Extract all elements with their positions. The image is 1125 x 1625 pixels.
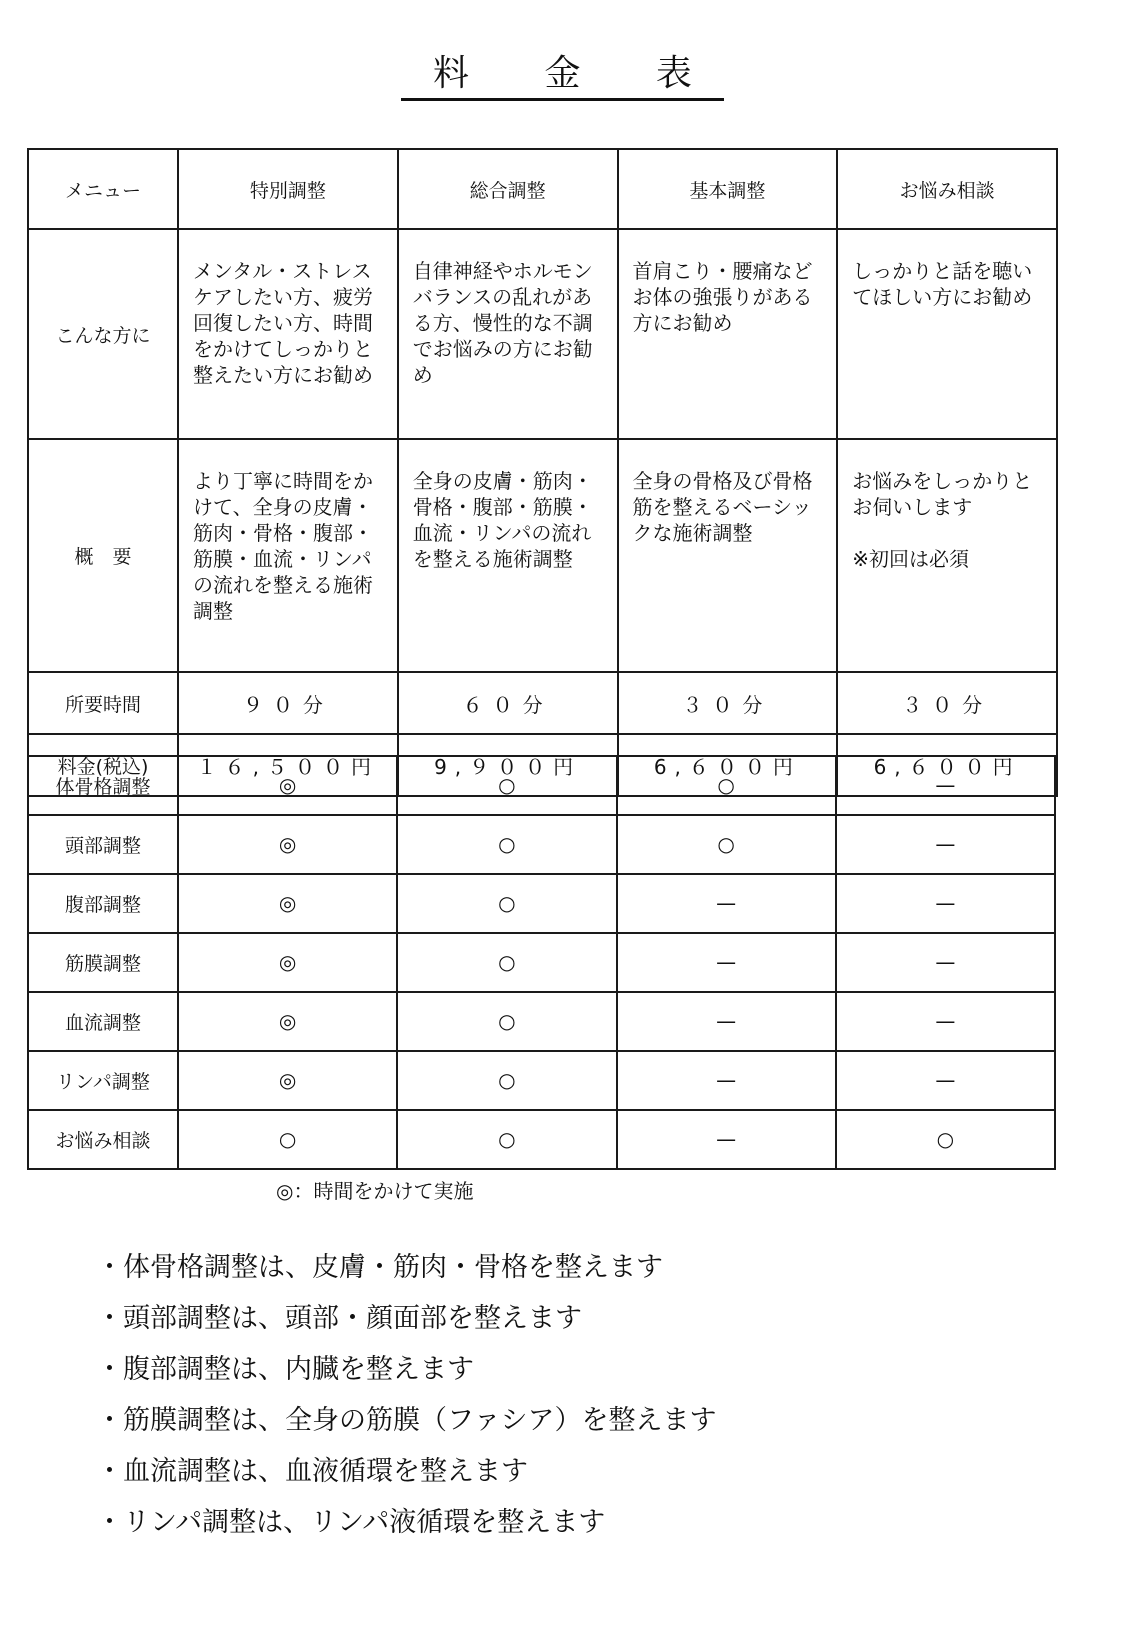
dash-icon: — (935, 831, 956, 856)
table-cell (836, 756, 1055, 815)
dash-icon: — (716, 1067, 737, 1092)
row-label: 所要時間 (28, 672, 178, 734)
feature-table (27, 755, 1056, 1170)
double-circle-icon: ◎ (278, 890, 297, 915)
dash-icon: — (935, 890, 956, 915)
table-cell (617, 933, 836, 992)
table-cell (397, 1051, 616, 1110)
table-cell: 全身の骨格及び骨格筋を整えるベーシックな施術調整 (618, 439, 838, 672)
price-value: 6,６００円 (653, 754, 801, 779)
table-cell (617, 815, 836, 874)
table-cell (836, 874, 1055, 933)
page-title-text: 料 金 表 (401, 52, 724, 101)
double-circle-icon: ◎ (278, 949, 297, 974)
feature-row (28, 815, 1055, 874)
row-label: 筋膜調整 (28, 933, 178, 992)
table-cell (836, 992, 1055, 1051)
note-item: ・体骨格調整は、皮膚・筋肉・骨格を整えます (96, 1252, 663, 1283)
header-cell-special: 特別調整 (178, 149, 398, 229)
circle-icon: ○ (278, 1126, 297, 1151)
page-title (0, 52, 1125, 101)
feature-row (28, 874, 1055, 933)
dash-icon: — (716, 1126, 737, 1151)
table-cell (178, 756, 397, 815)
table-row-duration (28, 672, 1057, 734)
dash-icon: — (716, 1008, 737, 1033)
circle-icon: ○ (498, 1008, 516, 1033)
note-item: ・筋膜調整は、全身の筋膜（ファシア）を整えます (96, 1405, 717, 1436)
double-circle-icon: ◎ (278, 772, 297, 797)
table-cell (178, 933, 397, 992)
table-header-row (28, 149, 1057, 229)
price-value: 9,９００円 (434, 754, 582, 779)
row-label: 概 要 (28, 439, 178, 672)
row-label: 頭部調整 (28, 815, 178, 874)
table-cell (397, 1110, 616, 1169)
table-cell (397, 815, 616, 874)
circle-icon: ○ (717, 772, 735, 797)
table-cell (618, 672, 838, 734)
duration-value: ９０分 (242, 692, 333, 717)
row-label: リンパ調整 (28, 1051, 178, 1110)
table-cell (178, 1110, 397, 1169)
notes-list (96, 1242, 716, 1548)
circle-icon: ○ (498, 831, 516, 856)
dash-icon: — (935, 772, 956, 797)
table-row-target (28, 229, 1057, 439)
row-label: こんな方に (28, 229, 178, 439)
row-label: お悩み相談 (28, 1110, 178, 1169)
table-row-summary (28, 439, 1057, 672)
dash-icon: — (935, 1008, 956, 1033)
note-item: ・血流調整は、血液循環を整えます (96, 1456, 528, 1487)
dash-icon: — (716, 949, 737, 974)
table-cell (617, 1110, 836, 1169)
first-visit-note: ※初回は必須 (852, 547, 970, 571)
table-cell (617, 756, 836, 815)
header-cell-general: 総合調整 (398, 149, 618, 229)
feature-row (28, 1110, 1055, 1169)
table-cell (837, 439, 1057, 672)
double-circle-icon: ◎ (278, 1067, 297, 1092)
circle-icon: ○ (498, 1067, 516, 1092)
table-cell: メンタル・ストレスケアしたい方、疲労回復したい方、時間をかけてしっかりと整えたい方にお勧め (178, 229, 398, 439)
consult-summary: お悩みをしっかりとお伺いします (852, 469, 1033, 519)
table-cell (178, 992, 397, 1051)
feature-row (28, 1051, 1055, 1110)
duration-value: ３０分 (682, 692, 773, 717)
row-label: 料金(税込) (28, 734, 178, 796)
circle-icon: ○ (498, 949, 516, 974)
table-cell (617, 992, 836, 1051)
price-value: 6,６００円 (873, 754, 1021, 779)
double-circle-icon: ◎ (278, 1008, 297, 1033)
table-cell (178, 874, 397, 933)
table-cell (397, 992, 616, 1051)
row-label: 腹部調整 (28, 874, 178, 933)
dash-icon: — (935, 949, 956, 974)
table-cell (617, 1051, 836, 1110)
table-cell (837, 672, 1057, 734)
double-circle-icon: ◎ (278, 831, 297, 856)
circle-icon: ○ (498, 1126, 516, 1151)
row-label: 血流調整 (28, 992, 178, 1051)
duration-value: ３０分 (902, 692, 993, 717)
table-cell (836, 1110, 1055, 1169)
row-label: 体骨格調整 (28, 756, 178, 815)
table-cell (398, 672, 618, 734)
feature-row (28, 992, 1055, 1051)
circle-icon: ○ (936, 1126, 955, 1151)
table-cell: 全身の皮膚・筋肉・骨格・腹部・筋膜・血流・リンパの流れを整える施術調整 (398, 439, 618, 672)
note-item: ・リンパ調整は、リンパ液循環を整えます (96, 1507, 606, 1538)
table-cell (617, 874, 836, 933)
table-cell (397, 756, 616, 815)
table-cell (178, 815, 397, 874)
header-cell-consult: お悩み相談 (837, 149, 1057, 229)
circle-icon: ○ (498, 890, 516, 915)
table-cell (836, 933, 1055, 992)
feature-row (28, 756, 1055, 815)
circle-icon: ○ (498, 772, 516, 797)
header-cell-basic: 基本調整 (618, 149, 838, 229)
table-cell: より丁寧に時間をかけて、全身の皮膚・筋肉・骨格・腹部・筋膜・血流・リンパの流れを整える施術調整 (178, 439, 398, 672)
price-value: １６,５００円 (196, 754, 380, 779)
table-cell (178, 1051, 397, 1110)
dash-icon: — (716, 890, 737, 915)
table-cell (397, 933, 616, 992)
table-cell: 自律神経やホルモンバランスの乱れがある方、慢性的な不調でお悩みの方にお勧め (398, 229, 618, 439)
feature-row (28, 933, 1055, 992)
dash-icon: — (935, 1067, 956, 1092)
legend-note: ◎：時間をかけて実施 (276, 1179, 474, 1203)
table-cell (397, 874, 616, 933)
header-cell-menu: メニュー (28, 149, 178, 229)
note-item: ・頭部調整は、頭部・顔面部を整えます (96, 1303, 582, 1334)
table-cell: 首肩こり・腰痛などお体の強張りがある方にお勧め (618, 229, 838, 439)
table-cell: しっかりと話を聴いてほしい方にお勧め (837, 229, 1057, 439)
menu-price-table (27, 148, 1058, 797)
table-cell (836, 1051, 1055, 1110)
duration-value: ６０分 (462, 692, 553, 717)
table-cell (836, 815, 1055, 874)
circle-icon: ○ (717, 831, 735, 856)
note-item: ・腹部調整は、内臓を整えます (96, 1354, 474, 1385)
table-cell (178, 672, 398, 734)
